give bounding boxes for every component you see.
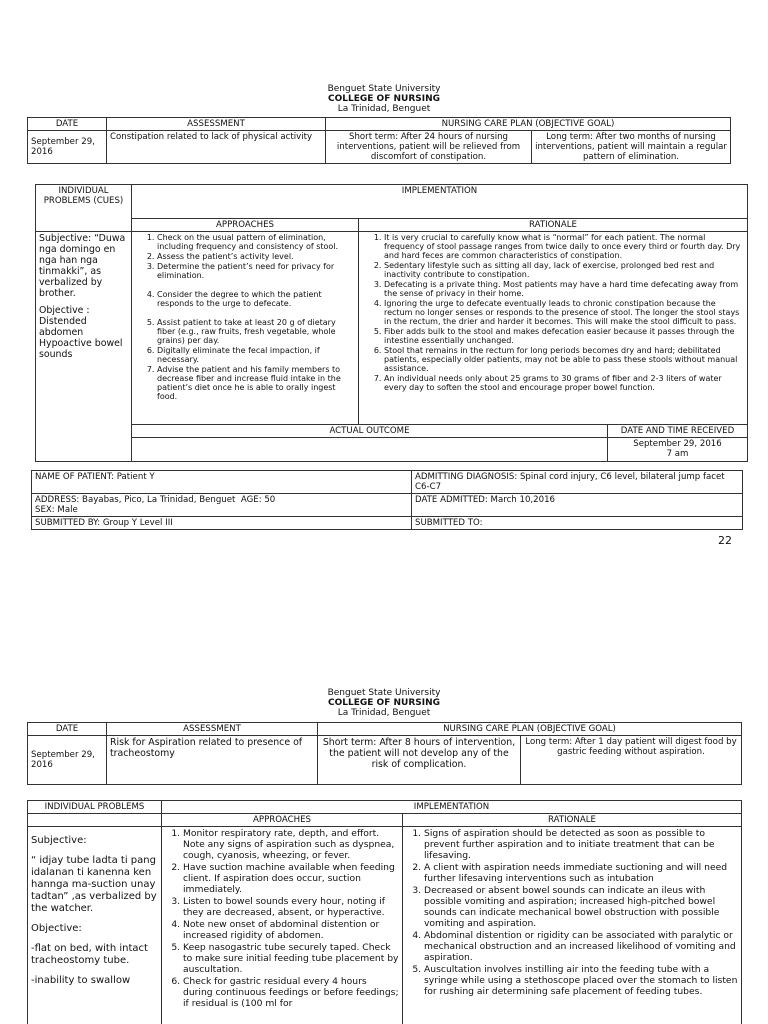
cues-header-spacer	[28, 814, 162, 827]
location: La Trinidad, Benguet	[337, 708, 431, 718]
approach-item: 1. Check on the usual pattern of elimination, including frequency and consistency of stool.	[157, 233, 355, 251]
cues-objective: Objective : Distended abdomen Hypoactive bowel sounds	[39, 305, 123, 360]
approach-item: 5. Assist patient to take at least 20 g of dietary fiber (e.g., raw fruits, fresh vegetable, whole grains) per day.	[157, 318, 355, 345]
actual-outcome-header: ACTUAL OUTCOME	[132, 425, 608, 438]
cues-subjective: “ idjay tube ladta ti pang idalanan ti kanenna ken hannga ma-suction unay tadtan” ,as verbalized by the watcher.	[31, 855, 157, 914]
approaches-cell	[162, 827, 403, 1024]
actual-outcome-value	[132, 438, 608, 462]
assessment-header: ASSESSMENT	[107, 118, 326, 131]
cues-subjective-label: Subjective:	[31, 835, 87, 846]
page-header	[0, 84, 768, 114]
approach-item: 5. Keep nasogastric tube securely taped. Check to make sure initial feeding tube placement by auscultation.	[183, 942, 399, 975]
cues-header: INDIVIDUAL PROBLEMS (CUES)	[36, 185, 132, 232]
approach-item: 3. Listen to bowel sounds every hour, noting if they are decreased, absent, or hyperactive.	[183, 896, 399, 918]
location: La Trinidad, Benguet	[337, 104, 431, 114]
rationale-item: 1. Signs of aspiration should be detected as soon as possible to prevent further aspiration and to initiate treatment that can be lifesaving.	[424, 828, 738, 861]
rationale-item: 3. Defecating is a private thing. Most patients may have a hard time defecating away from the sense of privacy in their home.	[384, 280, 744, 298]
page-number: 22	[718, 534, 732, 547]
nursing-care-plan-table	[27, 117, 731, 164]
date-time-header: DATE AND TIME RECEIVED	[608, 425, 748, 438]
date-header: DATE	[28, 118, 107, 131]
rationale-item: 1. It is very crucial to carefully know what is “normal” for each patient. The normal frequency of stool passage ranges from twice daily to once every third or fourth day. Dry and hard feces are common characteristics of constipation.	[384, 233, 744, 260]
document-page-2	[0, 680, 768, 1024]
patient-name: NAME OF PATIENT: Patient Y	[32, 471, 412, 494]
submitted-to: SUBMITTED TO:	[412, 517, 743, 530]
implementation-table	[27, 800, 742, 1024]
approach-item: 2. Assess the patient’s activity level.	[157, 252, 355, 261]
ncp-header: NURSING CARE PLAN (OBJECTIVE GOAL)	[318, 723, 742, 736]
approach-item: 6. Check for gastric residual every 4 hours during continuous feedings or before feedings; if residual is (100 ml for	[183, 976, 399, 1009]
approach-item: 1. Monitor respiratory rate, depth, and effort. Note any signs of aspiration such as dyspnea, cough, cyanosis, wheezing, or fever.	[183, 828, 399, 861]
rationale-header: RATIONALE	[359, 219, 748, 232]
approach-item: 4. Note new onset of abdominal distention or increased rigidity of abdomen.	[183, 919, 399, 941]
rationale-item: 5. Fiber adds bulk to the stool and makes defecation easier because it passes through the intestine essentially unchanged.	[384, 327, 744, 345]
cues-subjective: Subjective: “Duwa nga domingo en nga han nga tinmakki”, as verbalized by brother.	[39, 233, 126, 299]
approaches-header: APPROACHES	[162, 814, 403, 827]
approach-item: 3. Determine the patient’s need for privacy for elimination.	[157, 262, 355, 280]
university-name: Benguet State University	[327, 84, 441, 94]
long-term-goal: Long term: After two months of nursing interventions, patient will maintain a regular pattern of elimination.	[532, 131, 731, 164]
rationale-item: 2. Sedentary lifestyle such as sitting all day, lack of exercise, prolonged bed rest and inactivity contribute to constipation.	[384, 261, 744, 279]
rationale-item: 2. A client with aspiration needs immediate suctioning and will need further lifesaving interventions such as intubation	[424, 862, 738, 884]
rationale-item: 5. Auscultation involves instilling air into the feeding tube with a syringe while using a stethoscope placed over the stomach to listen for rushing air determining safe placement of feeding tubes.	[424, 964, 738, 997]
plan-date: September 29, 2016	[28, 736, 107, 785]
patient-sex: SEX: Male	[35, 505, 78, 515]
page-header	[0, 688, 768, 718]
long-term-goal: Long term: After 1 day patient will digest food by gastric feeding without aspiration.	[521, 736, 742, 785]
plan-date: September 29, 2016	[28, 131, 107, 164]
rationale-cell	[359, 232, 748, 425]
rationale-item: 7. An individual needs only about 25 grams to 30 grams of fiber and 2-3 liters of water every day to soften the stool and encourage proper bowel function.	[384, 374, 744, 392]
approaches-header: APPROACHES	[132, 219, 359, 232]
approach-item: 7. Advise the patient and his family members to decrease fiber and increase fluid intake in the patient’s diet once he is able to orally ingest food.	[157, 365, 355, 401]
patient-age: AGE: 50	[240, 495, 276, 505]
university-name: Benguet State University	[327, 688, 441, 698]
approach-item: 6. Digitally eliminate the fecal impaction, if necessary.	[157, 346, 355, 364]
date-header: DATE	[28, 723, 107, 736]
cues-objective-2: -inability to swallow	[31, 975, 131, 986]
rationale-item: 4. Ignoring the urge to defecate eventually leads to chronic constipation because the rectum no longer senses or responds to the presence of stool. The longer the stool stays in the rectum, the drier and harder it becomes. This will make the stool difficult to pass.	[384, 299, 744, 326]
approaches-cell	[132, 232, 359, 425]
cues-header: INDIVIDUAL PROBLEMS	[28, 801, 162, 814]
rationale-item: 4. Abdominal distention or rigidity can be associated with paralytic or mechanical obstruction and an increased likelihood of vomiting and aspiration.	[424, 930, 738, 963]
approach-item: 4. Consider the degree to which the patient responds to the urge to defecate.	[157, 290, 355, 308]
cues-objective-label: Objective:	[31, 923, 82, 934]
cues-objective-1: -flat on bed, with intact tracheostomy tube.	[31, 943, 148, 966]
rationale-item: 3. Decreased or absent bowel sounds can indicate an ileus with possible vomiting and aspiration; increased high-pitched bowel sounds can indicate mechanical bowel obstruction with possible vomiting and aspiration.	[424, 885, 738, 929]
submitted-by: SUBMITTED BY: Group Y Level III	[32, 517, 412, 530]
date-admitted: DATE ADMITTED: March 10,2016	[412, 494, 743, 517]
rationale-item: 6. Stool that remains in the rectum for long periods becomes dry and hard; debilitated patients, especially older patients, may not be able to pass these stools without manual assistance.	[384, 346, 744, 373]
patient-address-cell	[32, 494, 412, 517]
implementation-table	[35, 184, 748, 462]
admitting-diagnosis: ADMITTING DIAGNOSIS: Spinal cord injury, C6 level, bilateral jump facet C6-C7	[412, 471, 743, 494]
date-received: September 29, 2016	[633, 439, 722, 449]
rationale-cell	[403, 827, 742, 1024]
college-name: COLLEGE OF NURSING	[328, 698, 440, 708]
short-term-goal: Short term: After 24 hours of nursing interventions, patient will be relieved from discomfort of constipation.	[326, 131, 532, 164]
college-name: COLLEGE OF NURSING	[328, 94, 440, 104]
rationale-header: RATIONALE	[403, 814, 742, 827]
assessment-text: Risk for Aspiration related to presence of tracheostomy	[107, 736, 318, 785]
nursing-care-plan-table	[27, 722, 742, 785]
time-received: 7 am	[666, 449, 689, 459]
cues-cell	[36, 232, 132, 462]
implementation-header: IMPLEMENTATION	[162, 801, 742, 814]
short-term-goal: Short term: After 8 hours of intervention, the patient will not develop any of the risk of complication.	[318, 736, 521, 785]
ncp-header: NURSING CARE PLAN (OBJECTIVE GOAL)	[326, 118, 731, 131]
cues-cell	[28, 827, 162, 1024]
date-time-value	[608, 438, 748, 462]
patient-address: ADDRESS: Bayabas, Pico, La Trinidad, Benguet	[35, 495, 236, 505]
approach-item: 2. Have suction machine available when feeding client. If aspiration does occur, suction immediately.	[183, 862, 399, 895]
assessment-text: Constipation related to lack of physical activity	[107, 131, 326, 164]
patient-info-table	[31, 470, 743, 530]
implementation-header: IMPLEMENTATION	[132, 185, 748, 219]
assessment-header: ASSESSMENT	[107, 723, 318, 736]
